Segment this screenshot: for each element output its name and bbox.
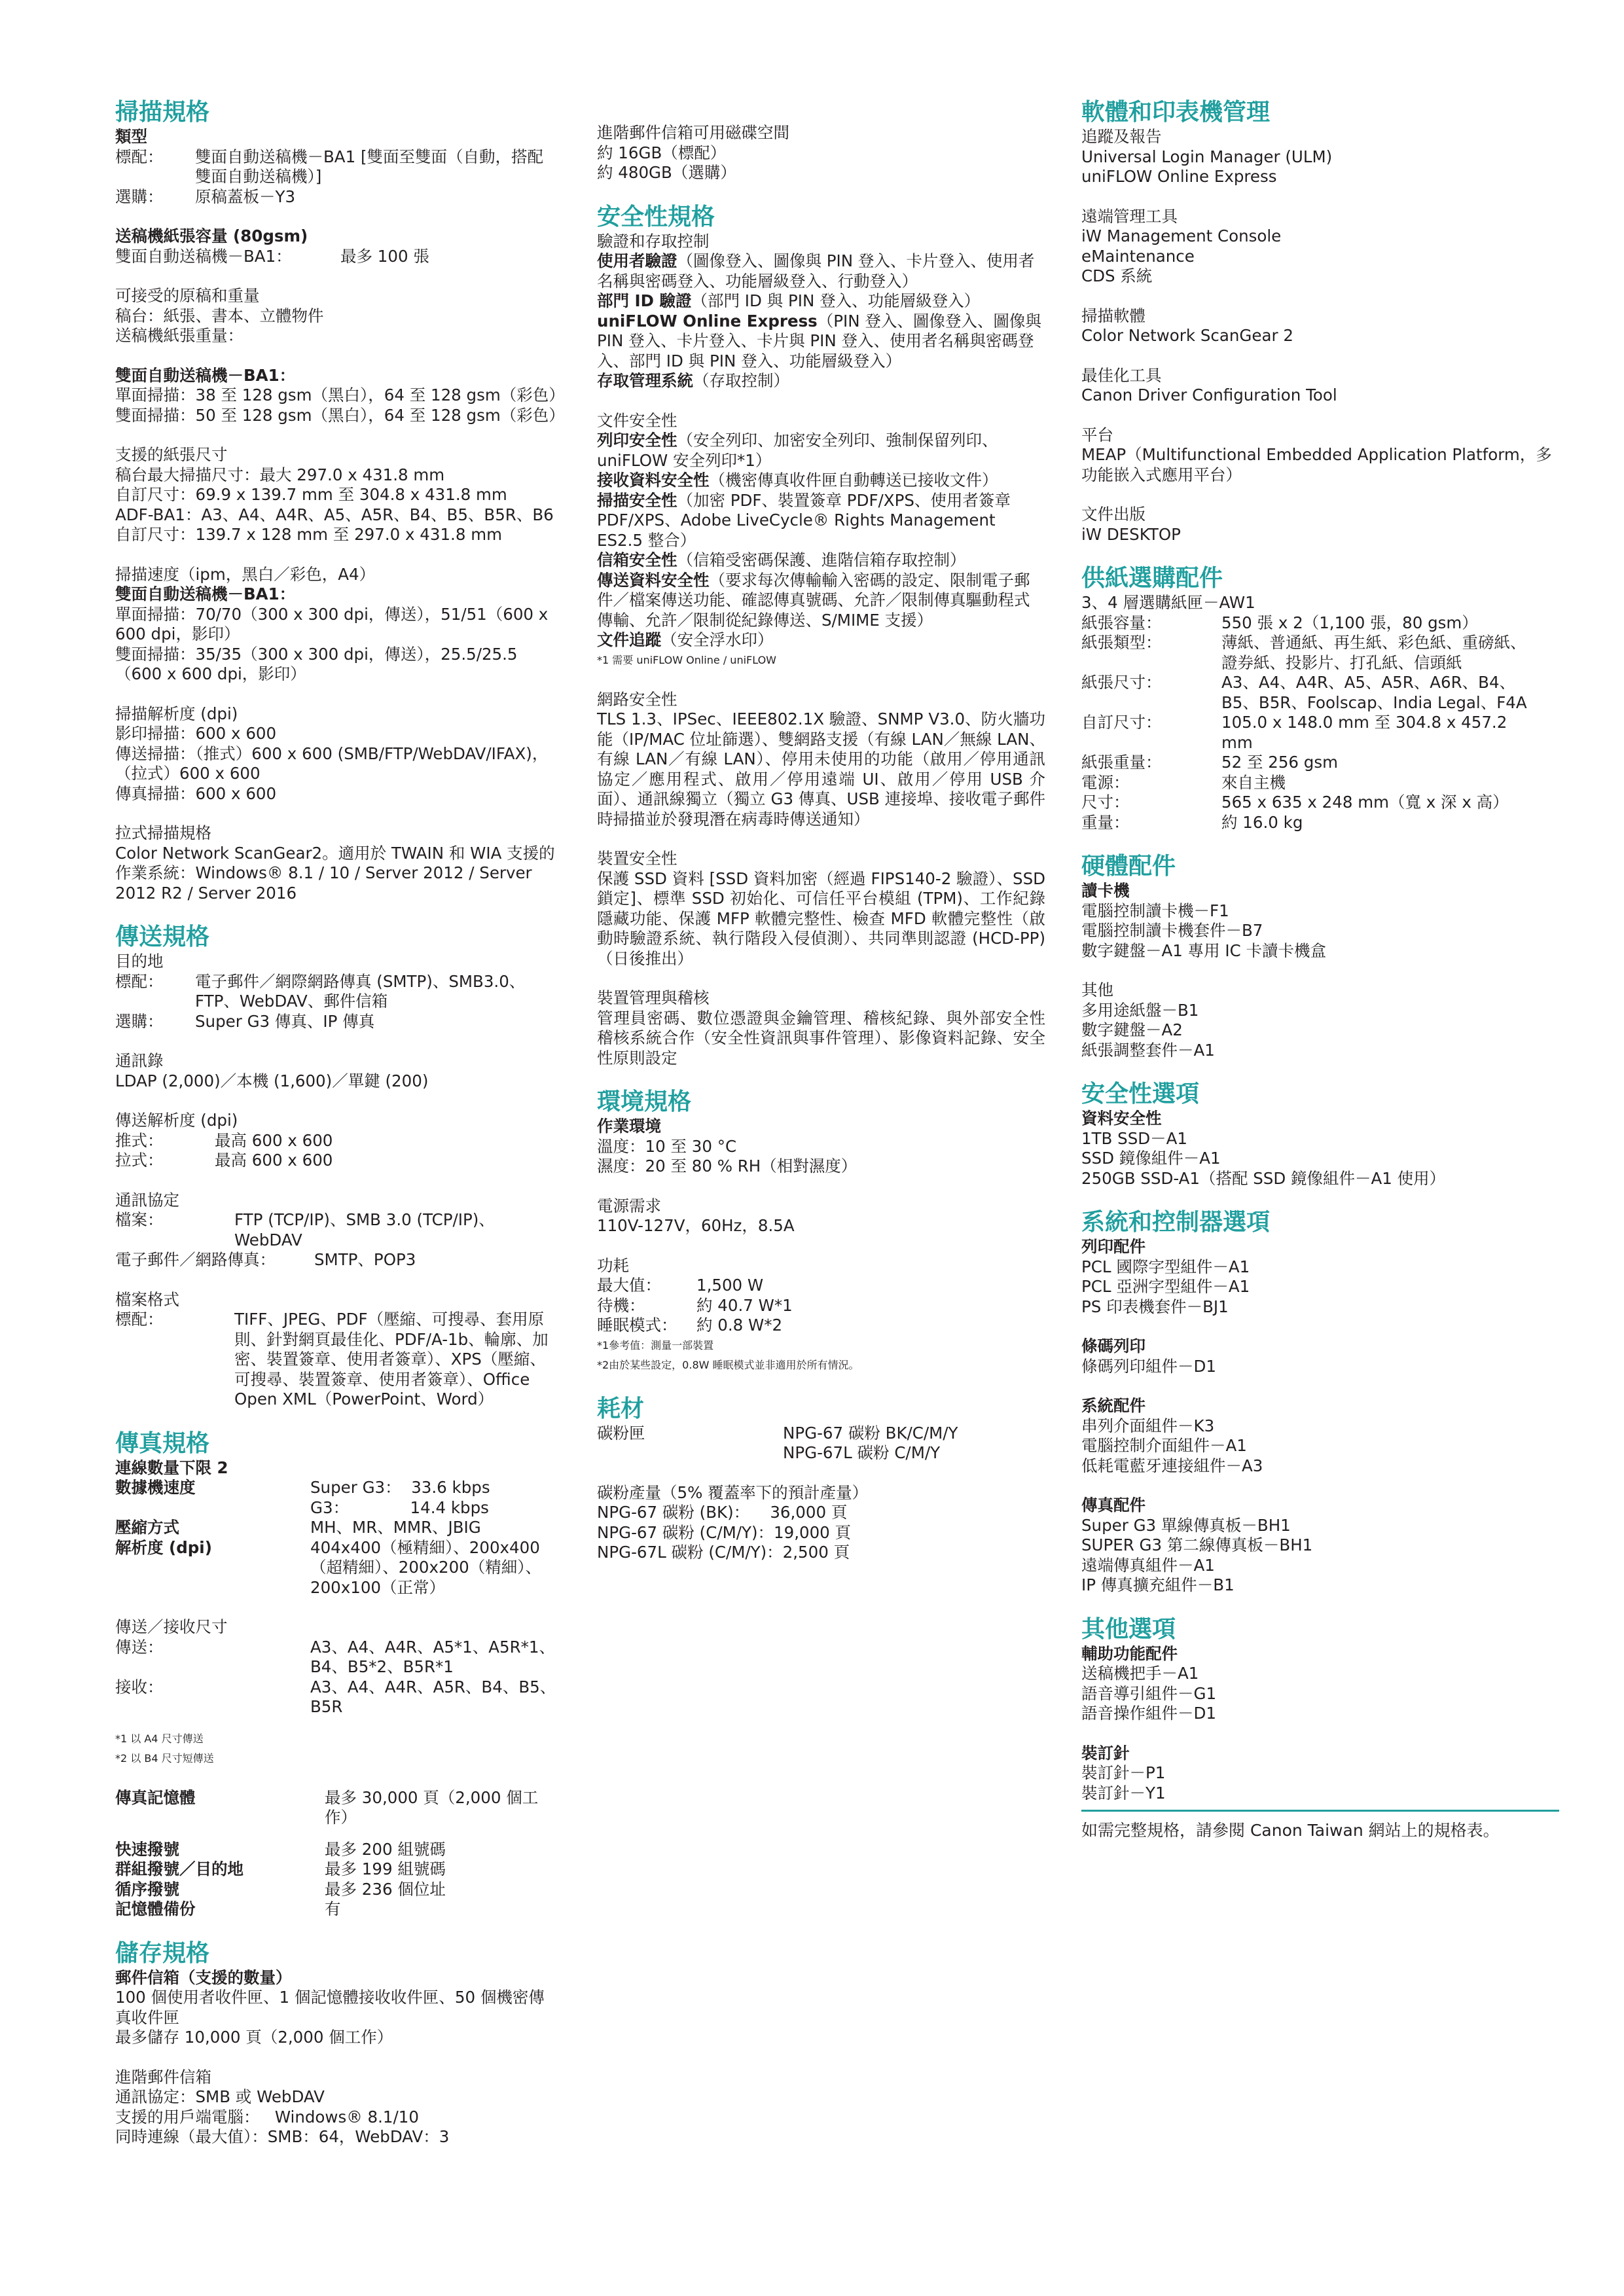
scan-resolution-line: 傳真掃描：600 x 600 xyxy=(115,783,277,803)
data-security-head: 資料安全性 xyxy=(1081,1109,1162,1128)
value xyxy=(783,1424,1045,1463)
accessibility-line: 語音導引組件－G1 xyxy=(1081,1683,1217,1703)
hw-other-head: 其他 xyxy=(1081,980,1113,999)
auth-item xyxy=(597,312,1045,372)
feeder-capacity-row xyxy=(115,247,560,267)
column-1 xyxy=(115,98,565,2147)
scan-resolution-line: 傳送掃描：（推式）600 x 600 (SMB/FTP/WebDAV/IFAX)，（拉式）600 x 600 xyxy=(115,744,549,783)
env-spec-title: 環境規格 xyxy=(597,1088,692,1115)
print-acc-line: PS 印表機套件－BJ1 xyxy=(1081,1297,1229,1316)
value: A3、A4、A4R、A5R、B4、B5、B5R xyxy=(310,1677,556,1716)
auth-head: 驗證和存取控制 xyxy=(597,231,710,251)
label: 推式： xyxy=(115,1130,164,1150)
print-acc-head: 列印配件 xyxy=(1081,1237,1146,1256)
consumables-title: 耗材 xyxy=(597,1395,645,1422)
value: 最多 199 組號碼 xyxy=(325,1859,446,1878)
value: SMTP、POP3 xyxy=(314,1250,416,1269)
value: 約 0.8 W*2 xyxy=(696,1316,783,1335)
doc-item-name: 傳送資料安全性 xyxy=(597,570,710,590)
optimization-line: Canon Driver Configuration Tool xyxy=(1081,386,1337,404)
value-line: NPG-67L 碳粉 C/M/Y xyxy=(783,1443,941,1462)
auth-item xyxy=(597,371,1045,391)
doc-item xyxy=(597,431,1045,471)
device-security-head: 裝置安全性 xyxy=(597,849,677,868)
staple-line: 裝訂針－Y1 xyxy=(1081,1783,1166,1803)
value: TIFF、JPEG、PDF（壓縮、可搜尋、套用原則、針對網頁最佳化、PDF/A-1b、輪廓、加密、裝置簽章、使用者簽章）、XPS（壓縮、可搜尋、裝置簽章、使用者簽章）、Office Open XML（PowerPoint、Word） xyxy=(234,1310,549,1408)
label: 紙張類型： xyxy=(1081,633,1162,652)
scan-speed-head: 掃描速度（ipm，黑白／彩色，A4） xyxy=(115,564,376,584)
fax-block xyxy=(115,1458,560,1920)
disk-head: 進階郵件信箱可用磁碟空間 xyxy=(597,123,789,142)
yield-head: 碳粉產量（5% 覆蓋率下的預計產量） xyxy=(597,1482,869,1502)
column-3 xyxy=(1081,98,1559,1841)
paper-dim-row xyxy=(1081,793,1559,813)
label: 接收： xyxy=(115,1677,164,1696)
label: 最大值： xyxy=(597,1276,661,1295)
scan-software-head: 掃描軟體 xyxy=(1081,306,1146,325)
send-standard-row xyxy=(115,972,560,1012)
auth-item-name: uniFLOW Online Express xyxy=(597,311,818,331)
doc-item-name: 掃描安全性 xyxy=(597,490,677,510)
paper-size-line: 稿台最大掃描尺寸：最大 297.0 x 431.8 mm xyxy=(115,465,445,484)
address-book-head: 通訊錄 xyxy=(115,1051,164,1070)
print-acc-line: PCL 亞洲字型組件－A1 xyxy=(1081,1277,1250,1296)
doc-item-detail: （安全列印、加密安全列印、強制保留列印、uniFLOW 安全列印*1） xyxy=(597,431,998,470)
send-spec-title: 傳送規格 xyxy=(115,924,210,950)
env-footnote: *1參考值：測量一部裝置 xyxy=(597,1338,714,1352)
doc-security-head: 文件安全性 xyxy=(597,410,677,430)
label: 傳真記憶體 xyxy=(115,1787,196,1807)
security-options-title: 安全性選項 xyxy=(1081,1081,1200,1107)
yield-line: NPG-67L 碳粉 (C/M/Y)：2,500 頁 xyxy=(597,1543,850,1562)
paper-block xyxy=(1081,593,1559,833)
value: 最多 236 個位址 xyxy=(325,1879,446,1899)
doc-item xyxy=(597,471,1045,491)
security-options-block xyxy=(1081,1109,1559,1189)
value-line: Super G3： 33.6 kbps xyxy=(310,1478,490,1497)
label: 紙張容量： xyxy=(1081,613,1162,632)
value: 來自主機 xyxy=(1221,772,1286,792)
pull-scan-line: Color Network ScanGear2。適用於 TWAIN 和 WIA 支援的作業系統：Windows® 8.1 / 10 / Server 2012 / Server 2012 R2 / Server 2016 xyxy=(115,843,555,903)
group-dial-row xyxy=(115,1859,560,1880)
mailbox-head: 郵件信箱（支援的數量） xyxy=(115,1967,292,1987)
adv-mailbox-line: 同時連線（最大值）：SMB：64，WebDAV：3 xyxy=(115,2127,450,2146)
label: 電子郵件／網路傳真： xyxy=(115,1250,276,1269)
label: 壓縮方式 xyxy=(115,1518,179,1537)
paper-weight-row xyxy=(1081,753,1559,773)
print-acc-line: PCL 國際字型組件－A1 xyxy=(1081,1257,1250,1276)
staple-head: 裝訂針 xyxy=(1081,1743,1130,1763)
yield-line: NPG-67 碳粉 (BK)： 36,000 頁 xyxy=(597,1503,848,1522)
value: 最高 600 x 600 xyxy=(215,1130,333,1150)
env-block xyxy=(597,1117,1045,1375)
label: 快速撥號 xyxy=(115,1839,179,1859)
originals-line: 送稿機紙張重量： xyxy=(115,326,244,345)
protocol-head: 通訊協定 xyxy=(115,1190,179,1210)
mailbox-line: 100 個使用者收件匣、1 個記憶體接收收件匣、50 個機密傳真收件匣 xyxy=(115,1988,545,2027)
value-line: NPG-67 碳粉 BK/C/M/Y xyxy=(783,1423,958,1443)
doc-item-detail: （要求每次傳輸輸入密碼的設定、限制電子郵件／檔案傳送功能、確認傳真號碼、允許／限制傳真驅動程式傳輸、允許／限制從紀錄傳送、S/MIME 支援） xyxy=(597,570,1030,630)
card-reader-line: 數字鍵盤－A1 專用 IC 卡讀卡機盒 xyxy=(1081,941,1327,960)
adv-mailbox-line: 支援的用戶端電腦： Windows® 8.1/10 xyxy=(115,2107,419,2126)
scan-resolution-head: 掃描解析度 (dpi) xyxy=(115,704,238,723)
label: 標配： xyxy=(115,1310,164,1329)
label: 自訂尺寸： xyxy=(1081,713,1162,732)
fax-footnote: *1 以 A4 尺寸傳送 xyxy=(115,1732,204,1745)
value: 404x400（極精細）、200x400（超精細）、200x200（精細）、200x100（正常） xyxy=(310,1537,542,1597)
label: 碳粉匣 xyxy=(597,1423,645,1443)
doc-item-name: 列印安全性 xyxy=(597,431,677,450)
fax-acc-line: IP 傳真擴充組件－B1 xyxy=(1081,1575,1235,1594)
originals-line: 稿台：紙張、書本、立體物件 xyxy=(115,306,324,325)
fax-memory-row xyxy=(115,1788,560,1828)
doc-item-detail: （信箱受密碼保護、進階信箱存取控制） xyxy=(677,550,966,569)
label: 群組撥號／目的地 xyxy=(115,1859,244,1878)
send-resolution-head: 傳送解析度 (dpi) xyxy=(115,1111,238,1130)
modem-speed-row xyxy=(115,1478,560,1518)
data-security-line: 250GB SSD-A1（搭配 SSD 鏡像組件－A1 使用） xyxy=(1081,1168,1446,1188)
label: 數據機速度 xyxy=(115,1478,196,1497)
auth-item-name: 部門 ID 驗證 xyxy=(597,291,692,310)
value: 雙面自動送稿機－BA1 [雙面至雙面（自動，搭配雙面自動送稿機）] xyxy=(195,147,543,186)
platform-head: 平台 xyxy=(1081,425,1113,444)
doc-item xyxy=(597,550,1045,571)
device-security-text: 保護 SSD 資料 [SSD 資料加密（經過 FIPS140-2 驗證）、SSD 鎖定]、標準 SSD 初始化、可信任平台模組 (TPM)、工作紀錄隱藏功能、保護 MFP 軟體完整性、檢查 MFD 軟體完整性（啟動時驗證系統、執行階段入侵偵測）、共同準則認證 (HCD-PP)（日後推出） xyxy=(597,869,1045,968)
security-block xyxy=(597,232,1045,1069)
paper-size-line: ADF-BA1：A3、A4、A4R、A5、A5R、B4、B5、B5R、B6 xyxy=(115,505,554,524)
yield-line: NPG-67 碳粉 (C/M/Y)：19,000 頁 xyxy=(597,1522,852,1542)
fax-acc-line: SUPER G3 第二線傳真板－BH1 xyxy=(1081,1535,1313,1554)
paper-custom-row xyxy=(1081,713,1559,753)
software-block xyxy=(1081,127,1559,545)
paper-size-line: 自訂尺寸：69.9 x 139.7 mm 至 304.8 x 431.8 mm xyxy=(115,485,507,504)
label: 循序撥號 xyxy=(115,1879,179,1899)
publishing-head: 文件出版 xyxy=(1081,505,1146,524)
doc-item-name: 文件追蹤 xyxy=(597,630,661,649)
disk-block xyxy=(597,123,1045,183)
power-req-head: 電源需求 xyxy=(597,1196,661,1215)
label: 拉式： xyxy=(115,1151,164,1170)
staple-line: 裝訂針－P1 xyxy=(1081,1763,1166,1782)
send-block xyxy=(115,952,560,1410)
doc-item-detail: （加密 PDF、裝置簽章 PDF/XPS、使用者簽章 PDF/XPS、Adobe LiveCycle® Rights Management ES2.5 整合） xyxy=(597,490,1011,550)
auth-item-name: 使用者驗證 xyxy=(597,251,677,270)
adv-mailbox-head: 進階郵件信箱 xyxy=(115,2067,211,2087)
paper-model: 3、4 層選購紙匣－AW1 xyxy=(1081,593,1255,612)
hw-other-line: 紙張調整套件－A1 xyxy=(1081,1040,1215,1060)
value: 550 張 x 2（1,100 張，80 gsm） xyxy=(1221,613,1478,632)
toner-row xyxy=(597,1424,1045,1463)
sequential-dial-row xyxy=(115,1880,560,1900)
hw-other-line: 多用途紙盤－B1 xyxy=(1081,1000,1199,1020)
doc-item xyxy=(597,571,1045,631)
label: 重量： xyxy=(1081,812,1130,832)
accessibility-head: 輔助功能配件 xyxy=(1081,1643,1178,1663)
value xyxy=(310,1478,560,1518)
adv-mailbox-line: 通訊協定：SMB 或 WebDAV xyxy=(115,2087,325,2106)
value: 原稿蓋板－Y3 xyxy=(195,187,296,206)
barcode-line: 條碼列印組件－D1 xyxy=(1081,1356,1216,1376)
data-security-line: 1TB SSD－A1 xyxy=(1081,1128,1187,1148)
power-standby-row xyxy=(597,1296,1045,1316)
card-reader-head: 讀卡機 xyxy=(1081,881,1130,900)
label: 選購： xyxy=(115,187,164,206)
auth-item-detail: （PIN 登入、圖像登入、圖像與 PIN 登入、卡片登入、卡片與 PIN 登入、使用者名稱與密碼登入、部門 ID 與 PIN 登入、功能層級登入） xyxy=(597,311,1041,370)
column-2 xyxy=(597,123,1045,1563)
label: 尺寸： xyxy=(1081,793,1130,812)
value: 約 40.7 W*1 xyxy=(696,1295,793,1315)
other-options-block xyxy=(1081,1644,1559,1804)
auth-item-detail: （圖像登入、圖像與 PIN 登入、卡片登入、使用者名稱與密碼登入、功能層級登入、行動登入） xyxy=(597,251,1035,291)
doc-item-detail: （機密傳真收件匣自動轉送已接收文件） xyxy=(709,471,998,490)
tracking-line: uniFLOW Online Express xyxy=(1081,167,1277,186)
doc-item xyxy=(597,630,1045,651)
label: 選購： xyxy=(115,1011,164,1031)
pull-scan-head: 拉式掃描規格 xyxy=(115,823,211,842)
storage-spec-title: 儲存規格 xyxy=(115,1939,210,1967)
label: 雙面自動送稿機－BA1： xyxy=(115,246,292,266)
paper-size-head: 支援的紙張尺寸 xyxy=(115,445,228,464)
scan-software-line: Color Network ScanGear 2 xyxy=(1081,326,1293,345)
remote-line: CDS 系統 xyxy=(1081,266,1153,285)
label: 傳送： xyxy=(115,1637,164,1657)
paper-options-title: 供紙選購配件 xyxy=(1081,565,1223,592)
power-sleep-row xyxy=(597,1316,1045,1336)
net-security-text: TLS 1.3、IPSec、IEEE802.1X 驗證、SNMP V3.0、防火牆功能（IP/MAC 位址篩選）、雙網路支援（有線 LAN／無線 LAN、有線 LAN／有線 LAN）、停用未使用的功能（啟用／停用通訊協定／應用程式、啟用／停用遠端 UI、啟用／停用 USB 介面）、通訊線獨立（獨立 G3 傳真、USB 連接埠、接收電子郵件時掃描並於發現潛在病毒時傳送通知） xyxy=(597,709,1045,829)
mail-protocol-row xyxy=(115,1250,560,1270)
doc-item-name: 接收資料安全性 xyxy=(597,471,710,490)
push-row xyxy=(115,1131,560,1151)
label: 解析度 (dpi) xyxy=(115,1537,212,1557)
label: 電源： xyxy=(1081,772,1130,792)
auth-item-detail: （存取控制） xyxy=(693,371,789,390)
barcode-head: 條碼列印 xyxy=(1081,1336,1146,1355)
ba1-line: 雙面掃描：50 至 128 gsm（黑白），64 至 128 gsm（彩色） xyxy=(115,405,565,425)
doc-item-name: 信箱安全性 xyxy=(597,550,677,569)
doc-footnote: *1 需要 uniFLOW Online / uniFLOW xyxy=(597,653,776,666)
hw-other-line: 數字鍵盤－A2 xyxy=(1081,1020,1183,1039)
fax-footnote: *2 以 B4 尺寸短傳送 xyxy=(115,1751,214,1765)
file-protocol-row xyxy=(115,1210,560,1250)
value: A3、A4、A4R、A5*1、A5R*1、B4、B5*2、B5R*1 xyxy=(310,1637,555,1676)
footer-divider xyxy=(1081,1810,1559,1812)
fax-resolution-row xyxy=(115,1538,560,1598)
scan-option-row xyxy=(115,187,560,207)
tracking-head: 追蹤及報告 xyxy=(1081,127,1162,146)
paper-capacity-row xyxy=(1081,613,1559,634)
value: 565 x 635 x 248 mm（寬 x 深 x 高） xyxy=(1221,793,1509,812)
value: MH、MR、MMR、JBIG xyxy=(310,1518,481,1537)
value: 有 xyxy=(325,1899,341,1918)
disk-line: 約 480GB（選購） xyxy=(597,163,736,182)
publishing-line: iW DESKTOP xyxy=(1081,524,1181,544)
value: 薄紙、普通紙、再生紙、彩色紙、重磅紙、證券紙、投影片、打孔紙、信頭紙 xyxy=(1221,633,1526,672)
power-req-line: 110V-127V，60Hz，8.5A xyxy=(597,1216,795,1235)
doc-item-detail: （安全浮水印） xyxy=(661,630,774,649)
scan-speed-line: 單面掃描：70/70（300 x 300 dpi，傳送），51/51（600 x 600 dpi，影印） xyxy=(115,604,549,643)
system-options-block xyxy=(1081,1237,1559,1596)
system-acc-head: 系統配件 xyxy=(1081,1396,1146,1415)
auth-item xyxy=(597,251,1045,291)
scan-spec-title: 掃描規格 xyxy=(115,99,210,126)
remote-head: 遠端管理工具 xyxy=(1081,206,1178,226)
address-book-line: LDAP (2,000)／本機 (1,600)／單鍵 (200) xyxy=(115,1071,429,1090)
label: 睡眠模式： xyxy=(597,1316,677,1335)
value: 最多 30,000 頁（2,000 個工作） xyxy=(325,1787,539,1827)
paper-type-row xyxy=(1081,633,1559,673)
remote-line: iW Management Console xyxy=(1081,226,1282,245)
label: 標配： xyxy=(115,147,164,166)
disk-line: 約 16GB（標配） xyxy=(597,143,727,162)
net-security-head: 網路安全性 xyxy=(597,689,677,709)
hardware-title: 硬體配件 xyxy=(1081,853,1176,880)
value: 1,500 W xyxy=(696,1276,764,1295)
ba1-head: 雙面自動送稿機－BA1： xyxy=(115,365,296,385)
system-acc-line: 串列介面組件－K3 xyxy=(1081,1416,1215,1435)
fax-acc-line: Super G3 單線傳真板－BH1 xyxy=(1081,1515,1291,1535)
value: 最多 200 組號碼 xyxy=(325,1839,446,1859)
fax-tx-row xyxy=(115,1638,560,1677)
auth-item-detail: （部門 ID 與 PIN 登入、功能層級登入） xyxy=(691,291,981,310)
scan-type-head: 類型 xyxy=(115,127,147,146)
accessibility-line: 送稿機把手－A1 xyxy=(1081,1664,1199,1683)
power-max-row xyxy=(597,1276,1045,1296)
memory-backup-row xyxy=(115,1899,560,1920)
send-option-row xyxy=(115,1012,560,1032)
pull-row xyxy=(115,1151,560,1171)
system-options-title: 系統和控制器選項 xyxy=(1081,1209,1271,1236)
label: 待機： xyxy=(597,1295,645,1315)
op-env-line: 溫度：10 至 30 °C xyxy=(597,1136,737,1156)
fax-rx-row xyxy=(115,1677,560,1717)
op-env-line: 濕度：20 至 80 % RH（相對濕度） xyxy=(597,1157,857,1175)
card-reader-line: 電腦控制讀卡機套件－B7 xyxy=(1081,921,1263,940)
value: 最高 600 x 600 xyxy=(215,1151,333,1170)
remote-line: eMaintenance xyxy=(1081,246,1195,266)
op-env-head: 作業環境 xyxy=(597,1117,661,1136)
env-footnote: *2由於某些設定，0.8W 睡眠模式並非適用於所有情況。 xyxy=(597,1358,859,1371)
consumables-block xyxy=(597,1424,1045,1563)
paper-size-line: 自訂尺寸：139.7 x 128 mm 至 297.0 x 431.8 mm xyxy=(115,525,502,544)
mailbox-line: 最多儲存 10,000 頁（2,000 個工作） xyxy=(115,2028,393,2047)
software-title: 軟體和印表機管理 xyxy=(1081,99,1271,126)
scan-standard-row xyxy=(115,147,560,187)
paper-power-row xyxy=(1081,773,1559,793)
value: FTP (TCP/IP)、SMB 3.0 (TCP/IP)、WebDAV xyxy=(234,1210,495,1249)
value-line: G3： 14.4 kbps xyxy=(310,1498,489,1517)
system-acc-line: 低耗電藍牙連接組件－A3 xyxy=(1081,1456,1263,1475)
value: 最多 100 張 xyxy=(340,246,429,266)
auth-item xyxy=(597,291,1045,312)
security-spec-title: 安全性規格 xyxy=(597,203,715,230)
fax-spec-title: 傳真規格 xyxy=(115,1429,210,1457)
value: 電子郵件／網際網路傳真 (SMTP)、SMB3.0、FTP、WebDAV、郵件信箱 xyxy=(195,971,526,1011)
label: 標配： xyxy=(115,971,164,991)
label: 紙張重量： xyxy=(1081,753,1162,772)
fax-acc-head: 傳真配件 xyxy=(1081,1496,1146,1515)
label: 檔案： xyxy=(115,1210,164,1229)
mgmt-text: 管理員密碼、數位憑證與金鑰管理、稽核紀錄、與外部安全性稽核系統合作（安全性資訊與事件管理）、影像資料記錄、安全性原則設定 xyxy=(597,1008,1045,1067)
ba1-line: 單面掃描：38 至 128 gsm（黑白），64 至 128 gsm（彩色） xyxy=(115,386,565,404)
card-reader-line: 電腦控制讀卡機－F1 xyxy=(1081,901,1229,920)
data-security-line: SSD 鏡像組件－A1 xyxy=(1081,1149,1221,1168)
value: 52 至 256 gsm xyxy=(1221,753,1338,772)
value: 約 16.0 kg xyxy=(1221,812,1303,832)
platform-line: MEAP（Multifunctional Embedded Application Platform，多功能嵌入式應用平台） xyxy=(1081,445,1552,484)
originals-head: 可接受的原稿和重量 xyxy=(115,286,260,305)
file-format-row xyxy=(115,1310,560,1410)
accessibility-line: 語音操作組件－D1 xyxy=(1081,1704,1216,1723)
value: 105.0 x 148.0 mm 至 304.8 x 457.2 mm xyxy=(1221,713,1507,752)
destination-head: 目的地 xyxy=(115,952,164,971)
label: 紙張尺寸： xyxy=(1081,673,1162,692)
speed-dial-row xyxy=(115,1840,560,1860)
other-options-title: 其他選項 xyxy=(1081,1615,1176,1643)
paper-size-row xyxy=(1081,673,1559,713)
feeder-capacity-head: 送稿機紙張容量 (80gsm) xyxy=(115,226,308,245)
paper-mass-row xyxy=(1081,813,1559,833)
hardware-block xyxy=(1081,881,1559,1060)
file-format-head: 檔案格式 xyxy=(115,1289,179,1309)
scan-speed-sub: 雙面自動送稿機－BA1： xyxy=(115,584,296,603)
fax-acc-line: 遠端傳真組件－A1 xyxy=(1081,1555,1215,1575)
scan-resolution-line: 影印掃描：600 x 600 xyxy=(115,724,277,743)
scan-speed-line: 雙面掃描：35/35（300 x 300 dpi，傳送），25.5/25.5（600 x 600 dpi，影印） xyxy=(115,644,518,683)
storage-block xyxy=(115,1968,560,2147)
power-consumption-head: 功耗 xyxy=(597,1255,629,1275)
mgmt-head: 裝置管理與稽核 xyxy=(597,988,710,1007)
label: 記憶體備份 xyxy=(115,1899,196,1918)
footer-note: 如需完整規格，請參閱 Canon Taiwan 網站上的規格表。 xyxy=(1081,1821,1500,1840)
doc-item xyxy=(597,491,1045,551)
value: Super G3 傳真、IP 傳真 xyxy=(195,1011,375,1031)
system-acc-line: 電腦控制介面組件－A1 xyxy=(1081,1436,1247,1455)
value: A3、A4、A4R、A5、A5R、A6R、B4、B5、B5R、Foolscap、India Legal、F4A xyxy=(1221,673,1527,712)
tracking-line: Universal Login Manager (ULM) xyxy=(1081,147,1333,166)
auth-item-name: 存取管理系統 xyxy=(597,371,693,390)
optimization-head: 最佳化工具 xyxy=(1081,365,1162,385)
scan-type-block xyxy=(115,127,565,903)
fax-size-head: 傳送／接收尺寸 xyxy=(115,1617,228,1636)
compression-row xyxy=(115,1518,560,1538)
fax-lines: 連線數量下限 2 xyxy=(115,1458,228,1477)
